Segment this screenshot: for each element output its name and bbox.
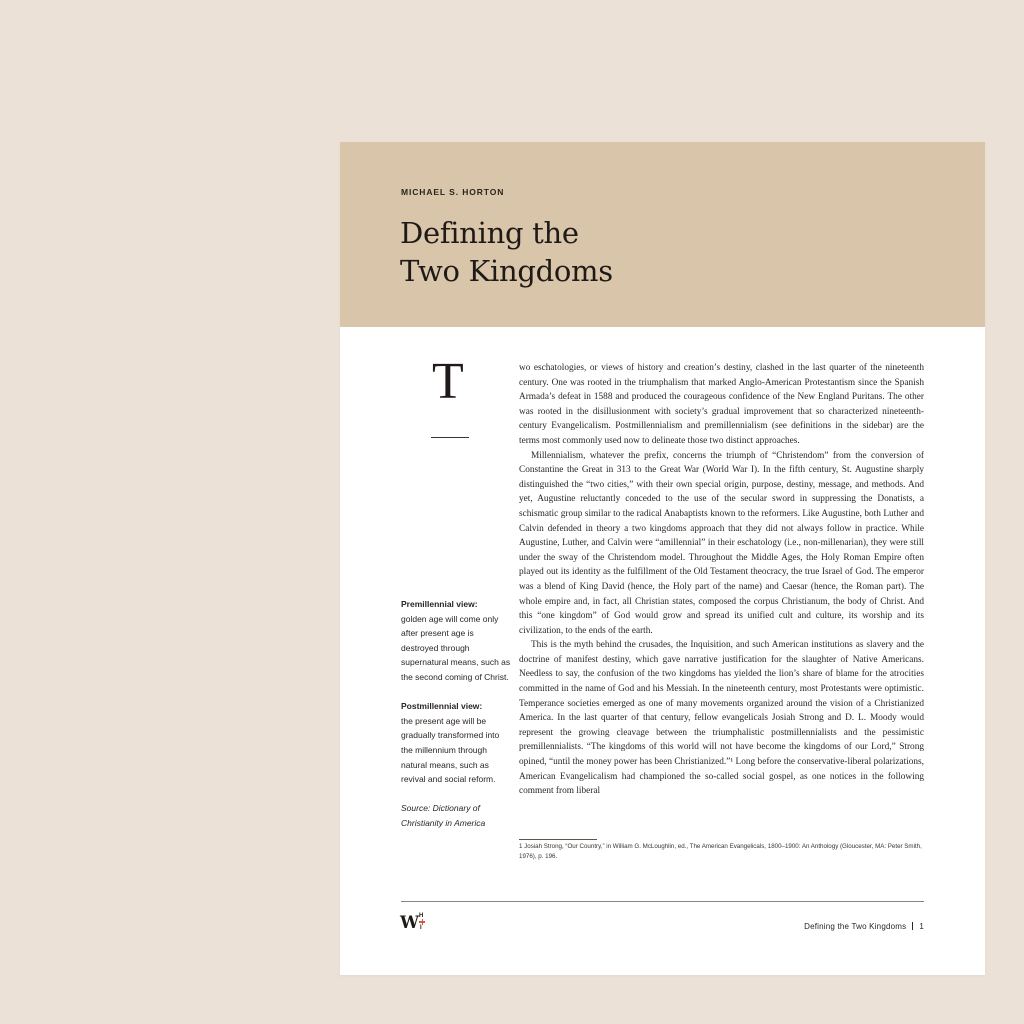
drop-cap-rule [431,437,469,438]
premillennial-definition [401,597,511,685]
body-paragraph: Millennialism, whatever the prefix, concerns the triumph of “Christendom” from the conversion of Constantine the Great in 313 to the Great War (World War I). In the fifth century, St. Augustine sharply distinguished the “two cities,” with their own special origin, purpose, destiny, message, and methods. And yet, Augustine reluctantly conceded to the use of the secular sword in suppressing the Donatists, a schismatic group similar to the radical Anabaptists known to the reformers. Like Augustine, both Luther and Calvin defended in theory a two kingdoms approach that they did not always follow in practice. While Augustine, Luther, and Calvin were “amillennial” in their eschatology (i.e., non-millenarian), they were still under the sway of the Christendom model. Throughout the Middle Ages, the Holy Roman Empire often played out its identity as the fulfillment of the Old Testament theocracy, the true Israel of God. The emperor was a blend of King David (hence, the Holy part of the name) and Caesar (hence, the Roman part). The whole empire and, in fact, all Christian states, composed the corpus Christianum, the body of Christ. And this “one kingdom” of God would grow and spread its unified cult and culture, its worship and its civilization, to the ends of the earth. [519,450,924,636]
logo-letter-i: I [420,925,422,931]
page-footer [804,922,924,931]
logo-letter-w: W [400,913,420,933]
document-page [340,142,985,975]
title-line-2: Two Kingdoms [400,254,613,288]
title-band [340,142,985,327]
title-line-1: Defining the [400,216,579,250]
page-title [400,214,613,290]
postmillennial-text: the present age will be gradually transformed into the millennium through natural means, such as revival and social reform. [401,715,500,785]
footer-divider [912,922,913,930]
footnote-rule [519,839,597,840]
page-number: 1 [919,922,924,931]
publisher-logo [400,912,430,934]
sidebar-source: Source: Dictionary of Christianity in America [401,803,486,828]
body-paragraph: This is the myth behind the crusades, the Inquisition, and such American institutions as slavery and the doctrine of manifest destiny, which gave narrative justification for the slaughter of Native Americans. Needless to say, the confusion of the two kingdoms has yielded the lion’s share of blame for the atrocities committed in the name of God and his Messiah. In the nineteenth century, most Protestants were optimistic. Temperance societies emerged as one of many movements organized around the vision of a Christianized America. In the last quarter of that century, fellow evangelicals Josiah Strong and D. L. Moody would represent the growing cleavage between the triumphalistic postmillennialists and the pessimistic premillennialists. “The kingdoms of this world will not have become the kingdoms of our Lord,” Strong opined, “until the money power has been Christianized.”¹ Long before the conservative-liberal polarizations, American Evangelicalism had championed the so-called social gospel, as one notices in the following comment from liberal [519,640,924,797]
article-body [519,361,924,799]
definitions-sidebar [401,597,511,831]
author-name: MICHAEL S. HORTON [401,187,505,197]
running-title: Defining the Two Kingdoms [804,922,907,931]
postmillennial-definition [401,699,511,787]
premillennial-text: golden age will come only after present age is destroyed through supernatural means, such as the second coming of Christ. [401,613,511,682]
logo-letter-h: H [419,913,424,919]
footnote: 1 Josiah Strong, “Our Country,” in William G. McLoughlin, ed., The American Evangelicals, 1800–1900: An Anthology (Gloucester, MA: Peter Smith, 1976), p. 196. [519,843,922,860]
premillennial-heading: Premillennial view: [401,599,478,609]
drop-cap: T [432,353,464,410]
postmillennial-heading: Postmillennial view: [401,701,483,712]
footer-rule [401,901,924,902]
body-paragraph: wo eschatologies, or views of history and creation’s destiny, clashed in the last quarter of the nineteenth century. One was rooted in the triumphalism that marked Anglo-American Protestantism since the Spanish Armada’s defeat in 1588 and produced the courageous confidence of the New England Puritans. The other was rooted in the disillusionment with society’s gradual improvement that so characterized nineteenth-century Evangelicalism. Postmillennialism and premillennialism (see definitions in the sidebar) are the terms most commonly used now to delineate those two distinct approaches. [519,363,924,446]
